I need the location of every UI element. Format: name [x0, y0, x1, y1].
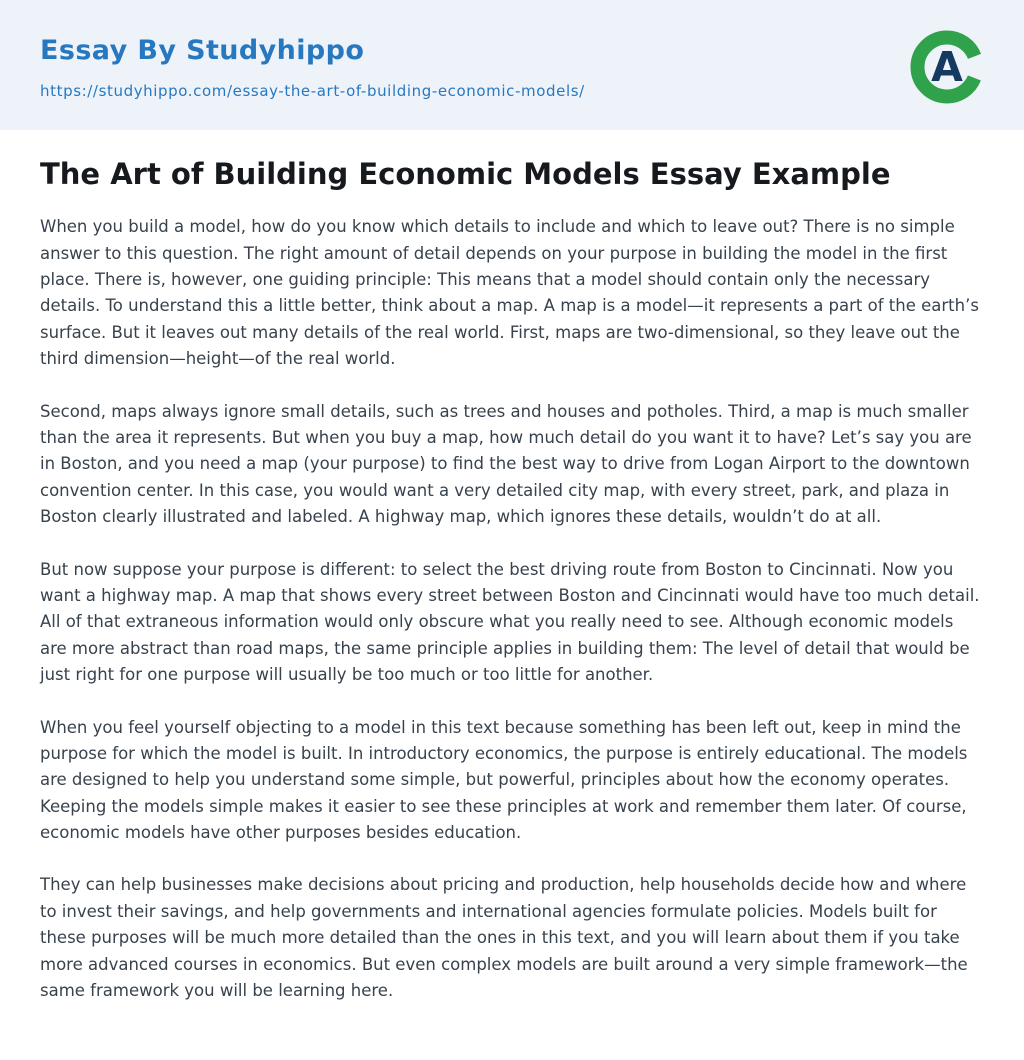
header-text-block [40, 35, 585, 100]
essay-paragraph-1: When you build a model, how do you know which details to include and which to leave out? There is no simple answer to this question. The right amount of detail depends on your purpose in building the model in the first place. There is, however, one guiding principle: This means that a model should contain only the necessary details. To understand this a little better, think about a map. A map is a model—it represents a part of the earth’s surface. But it leaves out many details of the real world. First, maps are two-dimensional, so they leave out the third dimension—height—of the real world. [40, 217, 979, 369]
page-header [0, 0, 1024, 130]
studyhippo-logo-icon [910, 30, 984, 104]
studyhippo-logo[interactable] [910, 30, 984, 104]
essay-article [0, 130, 1024, 1060]
essay-paragraph-4: When you feel yourself objecting to a model in this text because something has been left out, keep in mind the purpose for which the model is built. In introductory economics, the purpose is entirely educational. The models are designed to help you understand some simple, but powerful, principles about how the economy operates. Keeping the models simple makes it easier to see these principles at work and remember them later. Of course, economic models have other purposes besides education. [40, 717, 968, 843]
essay-paragraph-5: They can help businesses make decisions about pricing and production, help households decide how and where to invest their savings, and help governments and international agencies formulate policies. Models built for these purposes will be much more detailed than the ones in this text, and you will learn about them if you take more advanced courses in economics. But even complex models are built around a very simple framework—the same framework you will be learning here. [40, 875, 968, 1001]
essay-paragraph-3: But now suppose your purpose is different: to select the best driving route from Boston to Cincinnati. Now you want a highway map. A map that shows every street between Boston and Cincinnati would have too much detail. All of that extraneous information would only obscure what you really need to see. Although economic models are more abstract than road maps, the same principle applies in building them: The level of detail that would be just right for one purpose will usually be too much or too little for another. [40, 559, 980, 685]
site-title-link[interactable]: Essay By Studyhippo [40, 34, 365, 66]
logo-letter: A [931, 43, 963, 91]
essay-title: The Art of Building Economic Models Essay Example [40, 157, 891, 191]
source-url-link[interactable]: https://studyhippo.com/essay-the-art-of-building-economic-models/ [40, 81, 585, 100]
essay-paragraph-2: Second, maps always ignore small details, such as trees and houses and potholes. Third, a map is much smaller than the area it represents. But when you buy a map, how much detail do you want it to have? Let’s say you are in Boston, and you need a map (your purpose) to find the best way to drive from Logan Airport to the downtown convention center. In this case, you would want a very detailed city map, with every street, park, and plaza in Boston clearly illustrated and labeled. A highway map, which ignores these details, wouldn’t do at all. [40, 401, 972, 527]
